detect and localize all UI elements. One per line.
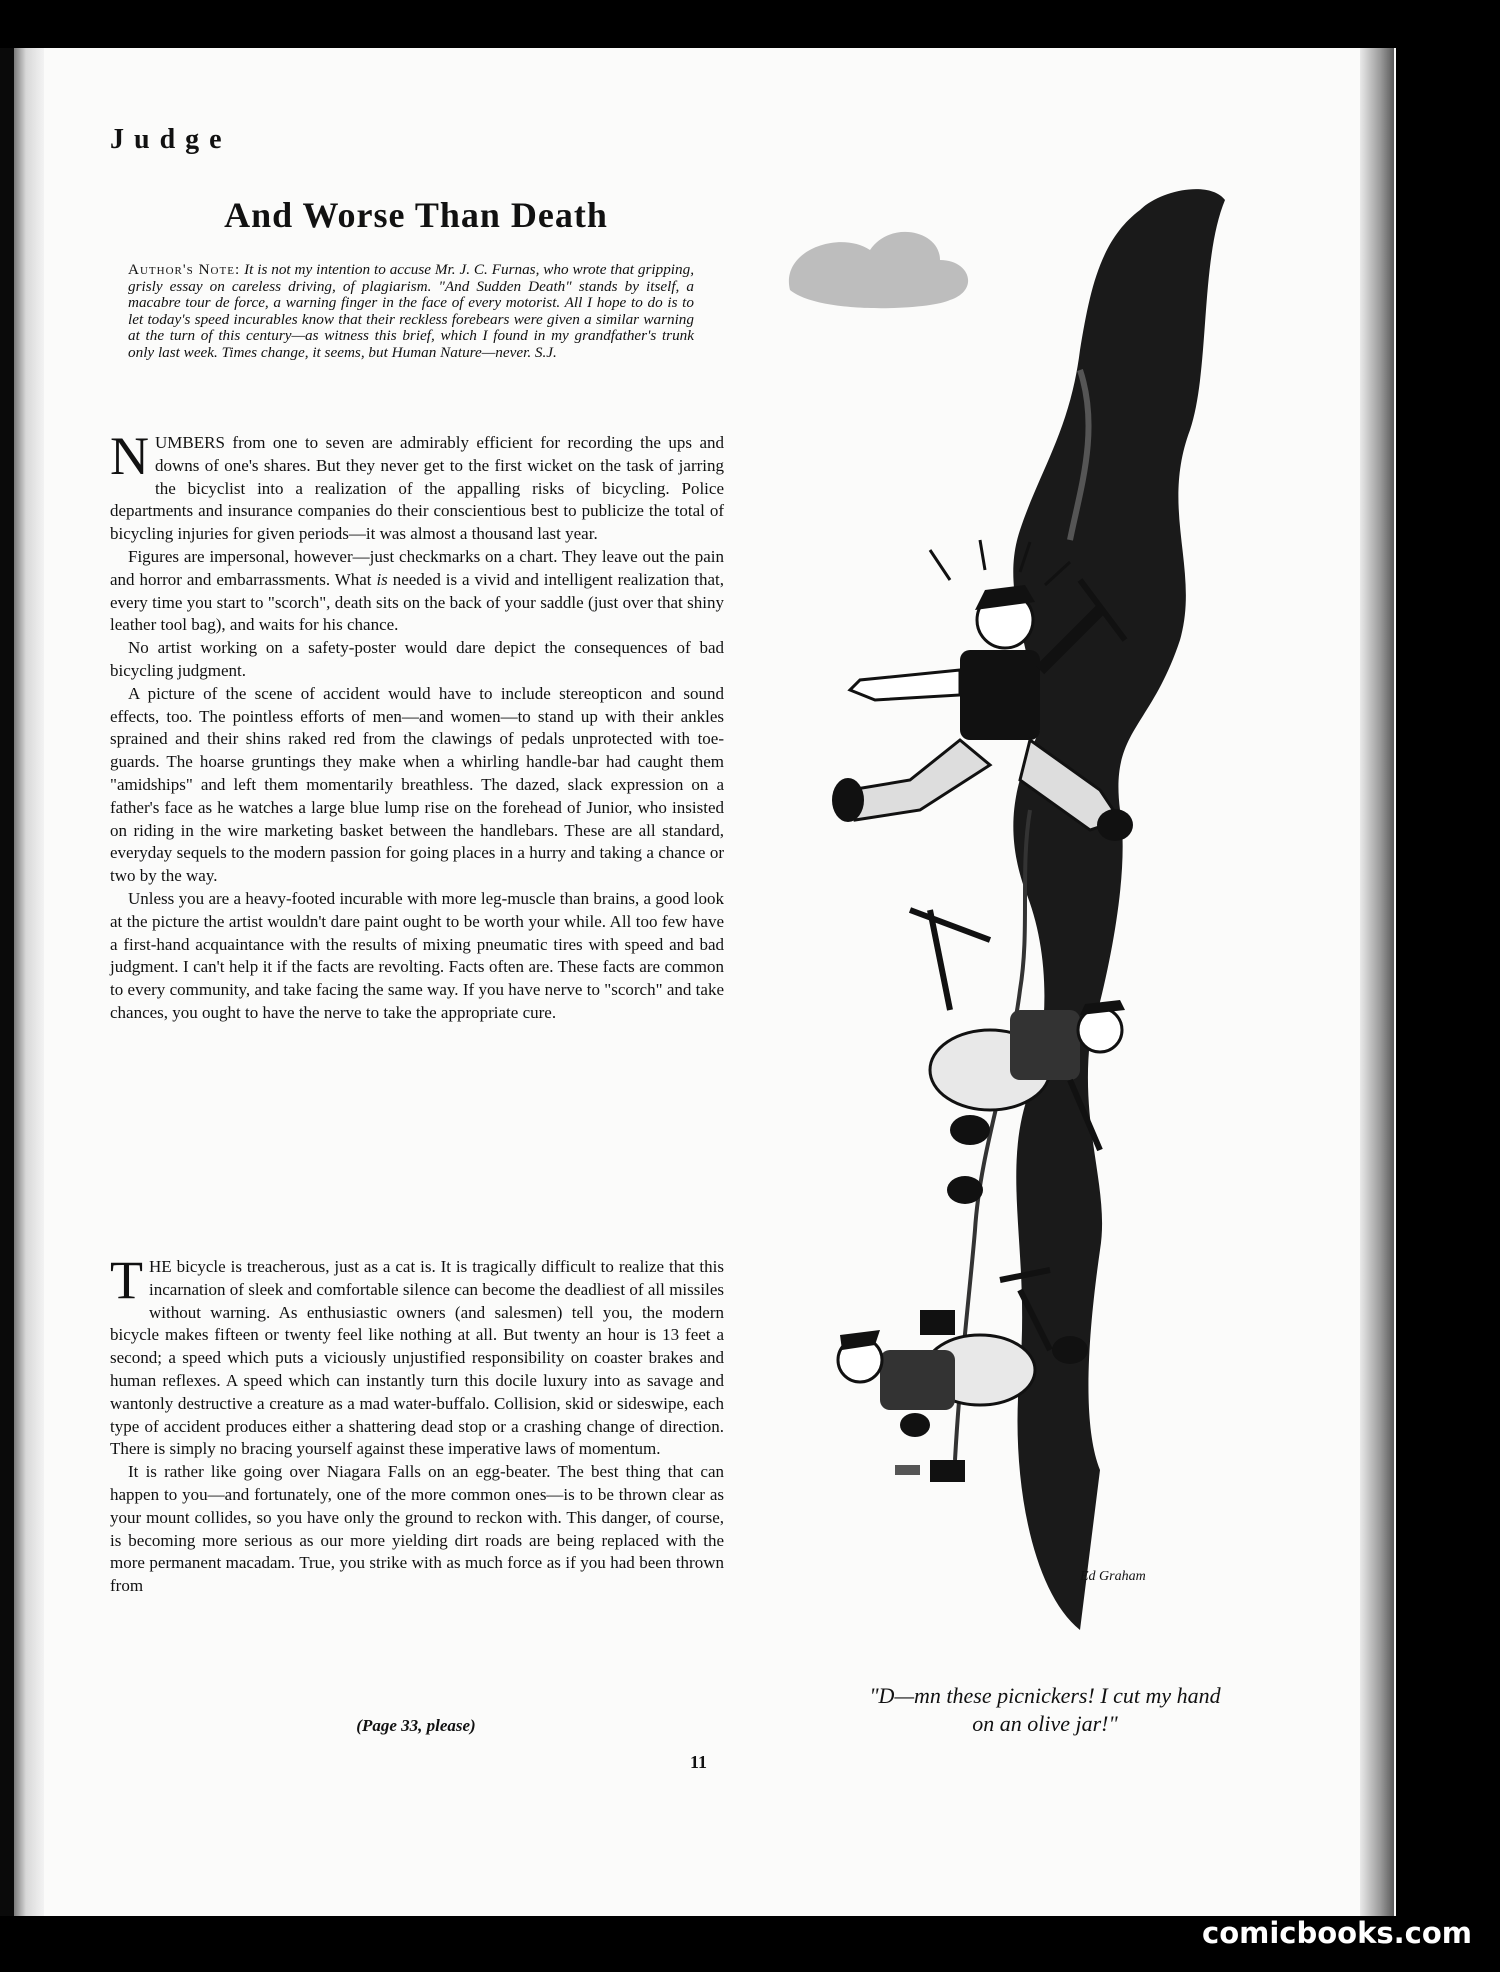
paragraph-text: from one to seven are admirably efficient for recording the ups and downs of one's shares. But they never get to the first wicket on the task of jarring the bicyclist into a realization of the appalling risks of bicycling. Police departments and insurance companies do their conscientious best to publicize the total of bicycling injuries for given periods—it was almost a thousand last year. [110,433,725,544]
paragraph: It is rather like going over Niagara Falls on an egg-beater. The best thing that can happen to you—and fortunately, one of the more common ones—is to be thrown clear as your mount collides, so you have only the ground to reckon with. This danger, of course, is becoming more serious as our more yielding dirt roads are being replaced with the more permanent macadam. True, you strike with as much force as if you had been thrown from [110,1462,724,1596]
paragraph-text: Figures are impersonal, however—just checkmarks on a chart. They leave out the pain and horror and embarrassments. What [110,546,724,589]
caption-line: "D—mn these picnickers! I cut my hand [869,1683,1221,1708]
drop-cap: T [110,1250,143,1310]
paragraph: No artist working on a safety-poster would dare depict the consequences of bad bicycling judgment. [110,638,724,680]
cartoon-caption [780,1682,1310,1738]
paragraph [110,426,725,546]
magazine-name: Judge [110,124,232,155]
paragraph [110,1250,724,1461]
article-title: And Worse Than Death [224,195,608,235]
paragraph: Unless you are a heavy-footed incurable with more leg-muscle than brains, a good look at the picture the artist wouldn't dare paint ought to be worth your while. All too few have a first-hand acquaintance with the results of mixing pneumatic tires with speed and bad judgment. I can't help it if the facts are revolting. Facts often are. These facts are common to every community, and take facing the same way. If you have nerve to "scorch" and take chances, you ought to have the nerve to take the appropriate cure. [110,888,724,1022]
authors-note-lead: Author's Note: [128,261,241,278]
rock-cliff [1013,189,1225,1630]
lead-word: UMBERS [155,433,225,452]
continued-note: (Page 33, please) [356,1716,476,1735]
watermark: comicbooks.com [1202,1916,1472,1950]
page-right-edge [1360,48,1394,1916]
paragraph-text: bicycle is treacherous, just as a cat is. It is tragically difficult to realize that this incarnation of sleek and comfortable silence can become the deadliest of all missiles without warning. As enthusiastic owners (and salesmen) tell you, the modern bicycle makes fifteen or twenty feel like nothing at all. But twenty an hour is 13 feet a second; a speed which puts a viciously unjustified responsibility on coaster brakes and human reflexes. A speed which can instantly turn this docile luxury into as savage and wantonly destructive a creature as a mad water-buffalo. Collision, skid or sideswipe, each type of accident produces either a shattering dead stop or a crashing change of direction. There is simply no bracing yourself against these imperative laws of momentum. [110,1257,724,1459]
scan-border-left [0,48,14,1916]
lead-word: HE [149,1257,172,1276]
page-number: 11 [690,1752,708,1772]
cloud [789,232,968,308]
cartoon-illustration [780,170,1300,1670]
authors-note [128,262,694,362]
paragraph-text: needed is a vivid and intelligent realization that, every time you start to "scorch", death sits on the back of your saddle (just over that shiny leather tool bag), and waits for his chance. [110,569,725,635]
paragraph [110,546,724,637]
drop-cap: N [110,426,149,486]
paragraph: A picture of the scene of accident would have to include stereopticon and sound effects, too. The pointless efforts of men—and women—to stand up with their ankles sprained and their shins raked red from the clawings of pedals unprotected with toe-guards. The hoarse gruntings they make when a whirling handle-bar had caught them "amidships" and left them momentarily breathless. The dazed, slack expression on a father's face as he watches a large blue lump rise on the forehead of Junior, who insisted on riding in the wire marketing basket between the handlebars. These are all standard, everyday sequels to the modern passion for going places in a hurry and taking a chance or two by the way. [110,683,724,886]
artist-signature: Ed Graham [1080,1569,1146,1584]
page-spine-shadow [14,48,44,1916]
article-section-1 [110,426,725,1025]
article-section-2 [110,1250,724,1598]
caption-line: on an olive jar!" [972,1711,1118,1736]
authors-note-text: It is not my intention to accuse Mr. J. C. Furnas, who wrote that gripping, grisly essay on careless driving, of plagiarism. "And Sudden Death" stands by itself, a macabre tour de force, a warning finger in the face of every motorist. All I hope to do is to let today's speed incurables know that their reckless forebears were given a similar warning at the turn of this century—as witness this brief, which I found in my grandfather's trunk only last week. Times change, it seems, but Human Nature—never. S.J. [128,261,695,361]
emphasis: is [376,569,388,589]
